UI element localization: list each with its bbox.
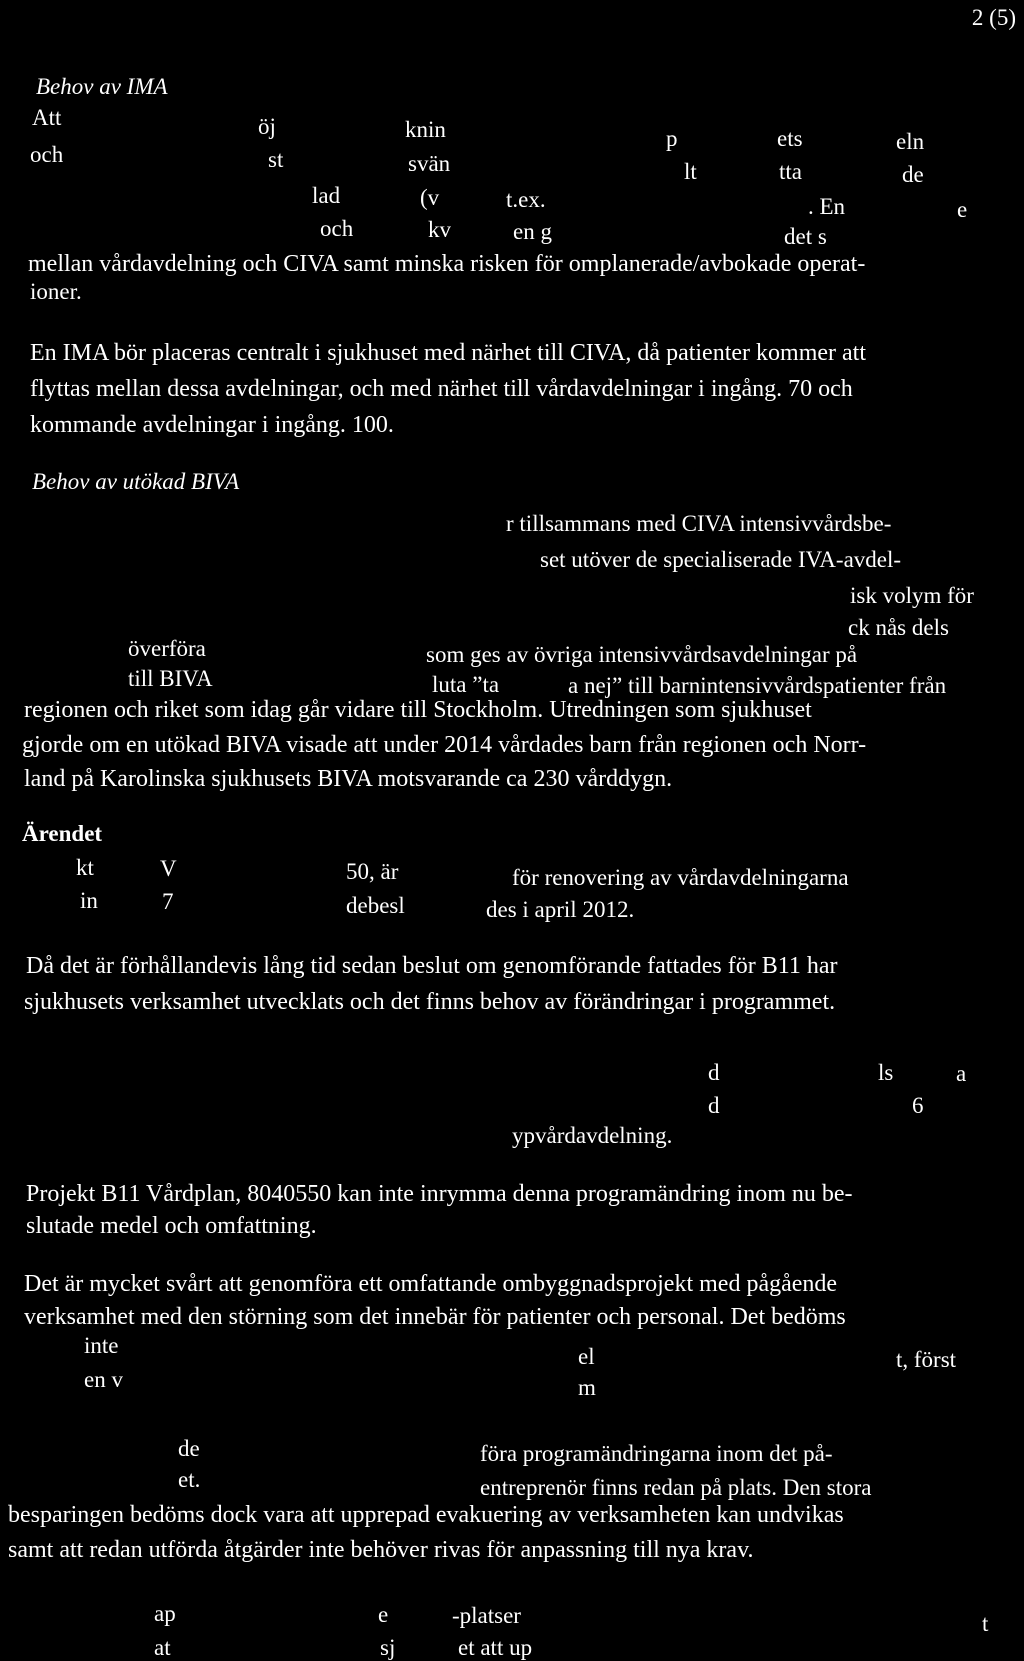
text-line: isk volym för <box>850 583 974 608</box>
text-fragment: p <box>666 126 678 151</box>
text-fragment: kt <box>76 855 94 880</box>
text-fragment: kv <box>428 217 451 242</box>
text-line: mellan vårdavdelning och CIVA samt minska risken för omplanerade/avbokade operat- <box>28 251 866 277</box>
text-line: Det är mycket svårt att genomföra ett omfattande ombyggnadsprojekt med pågående <box>24 1271 838 1297</box>
text-fragment: t, först <box>896 1347 957 1372</box>
text-fragment: et. <box>178 1467 201 1492</box>
text-line: ioner. <box>30 279 82 304</box>
text-fragment: a <box>956 1061 967 1086</box>
text-fragment: inte <box>84 1333 119 1358</box>
text-fragment: och <box>30 142 64 167</box>
text-fragment: e <box>957 197 968 222</box>
text-fragment: 6 <box>912 1093 924 1118</box>
text-line: sjukhusets verksamhet utvecklats och det finns behov av förändringar i programmet. <box>24 989 836 1015</box>
text-fragment: eln <box>896 129 925 154</box>
text-line: set utöver de specialiserade IVA-avdel- <box>540 547 902 572</box>
text-line: samt att redan utförda åtgärder inte behöver rivas för anpassning till nya krav. <box>8 1537 754 1563</box>
text-line: besparingen bedöms dock vara att upprepad evakuering av verksamheten kan undvikas <box>8 1502 844 1528</box>
text-fragment: till BIVA <box>128 666 213 691</box>
text-fragment: tta <box>779 159 802 184</box>
text-fragment: det s <box>784 224 827 249</box>
section-heading-arendet: Ärendet <box>22 821 103 846</box>
text-fragment: för renovering av vårdavdelningarna <box>512 865 849 890</box>
text-fragment: en v <box>84 1367 123 1392</box>
text-fragment: d <box>708 1060 720 1085</box>
text-fragment: at <box>154 1635 171 1660</box>
text-line: regionen och riket som idag går vidare till Stockholm. Utredningen som sjukhuset <box>24 697 812 723</box>
text-line: ck nås dels <box>848 615 949 640</box>
text-fragment: ets <box>777 126 803 151</box>
text-fragment: och <box>320 216 354 241</box>
text-line: Projekt B11 Vårdplan, 8040550 kan inte inrymma denna programändring inom nu be- <box>26 1181 853 1207</box>
text-fragment: en g <box>513 219 552 244</box>
text-fragment: de <box>178 1436 200 1461</box>
text-fragment: d <box>708 1093 720 1118</box>
text-line: Då det är förhållandevis lång tid sedan beslut om genomförande fattades för B11 har <box>26 953 838 979</box>
text-line: slutade medel och omfattning. <box>26 1213 317 1239</box>
text-fragment: t <box>982 1611 989 1636</box>
text-line: kommande avdelningar i ingång. 100. <box>30 412 394 438</box>
text-fragment: 50, är <box>346 859 399 884</box>
text-fragment: st <box>268 147 284 172</box>
text-fragment: des i april 2012. <box>486 897 635 922</box>
text-fragment: debesl <box>346 893 405 918</box>
text-fragment: 7 <box>162 889 174 914</box>
text-fragment: a nej” till barnintensivvårdspatienter från <box>568 673 947 698</box>
text-line: land på Karolinska sjukhusets BIVA motsvarande ca 230 vårddygn. <box>24 766 673 792</box>
text-fragment: luta ”ta <box>432 672 500 697</box>
text-fragment: ls <box>878 1060 894 1085</box>
text-line: verksamhet med den störning som det innebär för patienter och personal. Det bedöms <box>24 1304 846 1330</box>
page-number: 2 (5) <box>971 5 1016 30</box>
text-line: flyttas mellan dessa avdelningar, och med närhet till vårdavdelningar i ingång. 70 och <box>30 376 853 402</box>
section-heading-biva: Behov av utökad BIVA <box>32 469 240 494</box>
text-fragment: (v <box>420 185 440 210</box>
text-line: En IMA bör placeras centralt i sjukhuset med närhet till CIVA, då patienter kommer att <box>30 340 866 366</box>
text-fragment: entreprenör finns redan på plats. Den stora <box>480 1475 872 1500</box>
text-fragment: svän <box>408 151 451 176</box>
text-fragment: V <box>160 856 177 881</box>
text-fragment: lad <box>312 183 341 208</box>
text-fragment: et att up <box>458 1635 533 1660</box>
text-fragment: . En <box>808 194 846 219</box>
text-fragment: lt <box>684 159 697 184</box>
text-fragment: -platser <box>452 1603 521 1628</box>
text-fragment: ypvårdavdelning. <box>512 1123 673 1148</box>
text-fragment: t.ex. <box>506 187 546 212</box>
section-heading-ima: Behov av IMA <box>36 74 168 99</box>
text-fragment: överföra <box>128 636 206 661</box>
text-fragment: knin <box>405 117 446 142</box>
text-fragment: sj <box>380 1635 396 1660</box>
text-fragment: ap <box>154 1601 176 1626</box>
text-fragment: de <box>902 162 924 187</box>
text-fragment: in <box>80 888 98 913</box>
text-line: gjorde om en utökad BIVA visade att under 2014 vårdades barn från regionen och Norr- <box>22 732 867 758</box>
text-fragment: öj <box>258 114 276 139</box>
text-fragment: som ges av övriga intensivvårdsavdelningar på <box>426 642 858 667</box>
text-fragment: Att <box>32 105 62 130</box>
text-fragment: m <box>578 1375 596 1400</box>
text-fragment: föra programändringarna inom det på- <box>480 1441 833 1466</box>
text-fragment: el <box>578 1344 595 1369</box>
text-fragment: e <box>378 1602 389 1627</box>
text-line: r tillsammans med CIVA intensivvårdsbe- <box>506 511 892 536</box>
